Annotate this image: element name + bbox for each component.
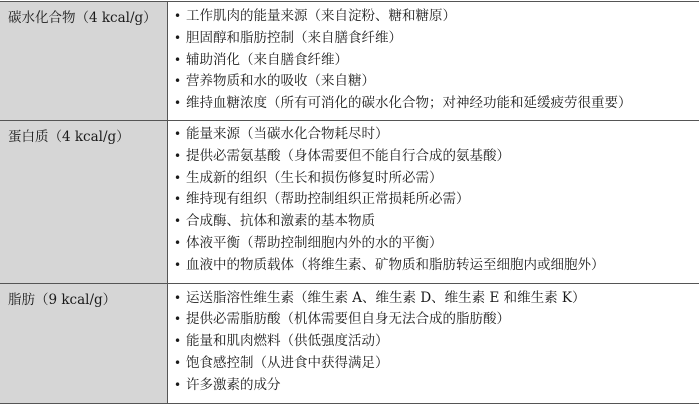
list-item [174, 353, 699, 375]
bullet-icon: • [174, 355, 182, 370]
bullet-icon: • [174, 257, 182, 272]
list-item-text: 提供必需氨基酸（身体需要但不能自行合成的氨基酸） [186, 147, 510, 164]
list-item [174, 50, 699, 72]
list-item [174, 331, 699, 353]
bullet-icon: • [174, 148, 182, 163]
list-item-text: 维持血糖浓度（所有可消化的碳水化合物；对神经功能和延缓疲劳很重要） [186, 95, 632, 112]
bullet-icon: • [174, 235, 182, 250]
list-item [174, 28, 699, 50]
list-item-text: 运送脂溶性维生素（维生素 A、维生素 D、维生素 E 和维生素 K） [186, 289, 586, 306]
list-item [174, 211, 699, 233]
bullet-icon: • [174, 9, 182, 23]
list-item [174, 288, 699, 310]
list-item-text: 能量来源（当碳水化合物耗尽时） [186, 125, 389, 142]
nutrient-function-table [0, 1, 699, 404]
category-label-carbohydrate: 碳水化合物（4 kcal/g） [0, 2, 168, 120]
list-item [174, 168, 699, 190]
list-item [174, 93, 699, 115]
list-item [174, 255, 699, 277]
function-list-carbohydrate [168, 2, 699, 120]
category-label-fat: 脂肪（9 kcal/g） [0, 284, 168, 403]
list-item-text: 体液平衡（帮助控制细胞内外的水的平衡） [186, 234, 443, 251]
list-item-text: 胆固醇和脂肪控制（来自膳食纤维） [186, 29, 402, 46]
function-list-fat [168, 284, 699, 403]
list-item-text: 维持现有组织（帮助控制组织正常损耗所必需） [186, 191, 470, 208]
table-row-carbohydrate [0, 2, 699, 121]
bullet-icon: • [174, 126, 182, 141]
list-item [174, 124, 699, 146]
list-item-text: 饱食感控制（从进食中获得满足） [186, 354, 389, 371]
list-item-text: 生成新的组织（生长和损伤修复时所必需） [186, 169, 443, 186]
list-item-text: 合成酶、抗体和激素的基本物质 [186, 213, 375, 230]
list-item-text: 许多激素的成分 [186, 376, 281, 393]
table-row-fat [0, 284, 699, 403]
list-item-text: 营养物质和水的吸收（来自糖） [186, 73, 375, 90]
bullet-icon: • [174, 192, 182, 207]
list-item [174, 375, 699, 397]
list-item-text: 辅助消化（来自膳食纤维） [186, 51, 348, 68]
list-item-text: 能量和肌肉燃料（供低强度活动） [186, 333, 389, 350]
bullet-icon: • [174, 214, 182, 229]
bullet-icon: • [174, 290, 182, 305]
bullet-icon: • [174, 377, 182, 392]
table-row-protein [0, 121, 699, 284]
list-item-text: 血液中的物质载体（将维生素、矿物质和脂肪转运至细胞内或细胞外） [186, 256, 605, 273]
bullet-icon: • [174, 312, 182, 327]
bullet-icon: • [174, 170, 182, 185]
list-item [174, 189, 699, 211]
list-item-text: 工作肌肉的能量来源（来自淀粉、糖和糖原） [186, 8, 456, 24]
bullet-icon: • [174, 30, 182, 45]
bullet-icon: • [174, 334, 182, 349]
function-list-protein [168, 121, 699, 283]
bullet-icon: • [174, 96, 182, 111]
bullet-icon: • [174, 52, 182, 67]
list-item [174, 146, 699, 168]
list-item [174, 309, 699, 331]
list-item [174, 6, 699, 28]
list-item [174, 71, 699, 93]
category-label-protein: 蛋白质（4 kcal/g） [0, 121, 168, 283]
list-item [174, 233, 699, 255]
bullet-icon: • [174, 74, 182, 89]
list-item-text: 提供必需脂肪酸（机体需要但自身无法合成的脂肪酸） [186, 311, 510, 328]
